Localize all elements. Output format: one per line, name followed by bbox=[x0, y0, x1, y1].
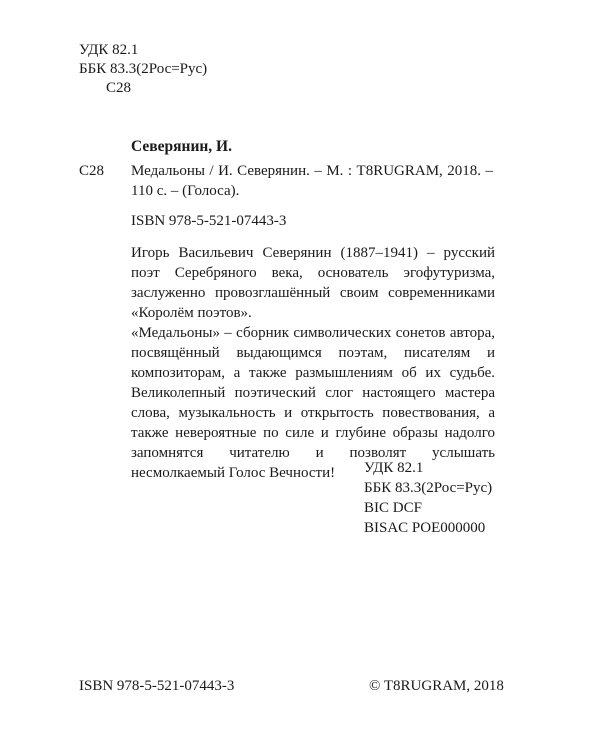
footer-isbn: ISBN 978-5-521-07443-3 bbox=[79, 678, 235, 694]
abstract bbox=[131, 243, 495, 483]
bibliographic-description: Медальоны / И. Северянин. – М. : T8RUGRAM, 2018. – 110 с. – (Голоса). bbox=[131, 163, 493, 199]
udk-code: УДК 82.1 bbox=[79, 42, 139, 58]
bisac-code: BISAC POE000000 bbox=[364, 520, 486, 536]
author-mark: С28 bbox=[106, 80, 132, 96]
cutter-code: С28 bbox=[79, 163, 105, 179]
isbn-record: ISBN 978-5-521-07443-3 bbox=[131, 213, 287, 229]
abstract-paragraph: Игорь Васильевич Северянин (1887–1941) – русский поэт Серебряного века, основатель эгофутуризма, заслуженно провозглашённый своим современниками «Королём поэтов». bbox=[131, 245, 495, 321]
author-heading: Северянин, И. bbox=[131, 138, 232, 155]
bottom-classification-block bbox=[364, 458, 492, 538]
udk-code: УДК 82.1 bbox=[364, 460, 424, 476]
top-classification-block bbox=[79, 40, 207, 97]
abstract-paragraph: «Медальоны» – сборник символических сонетов автора, посвящённый выдающимся поэтам, писателям и композиторам, а также размышлениям об их судьбе. Великолепный поэтический слог настоящего мастера слова, музыкальность и открытость повествования, а также невероятные по силе и глубине образы надолго запомнятся читателю и позволят услышать несмолкаемый Голос Вечности! bbox=[131, 325, 495, 481]
bbk-code: ББК 83.3(2Рос=Рус) bbox=[364, 480, 493, 496]
bic-code: BIC DCF bbox=[364, 500, 422, 516]
footer-copyright: © T8RUGRAM, 2018 bbox=[369, 678, 504, 694]
bbk-code: ББК 83.3(2Рос=Рус) bbox=[79, 61, 208, 77]
